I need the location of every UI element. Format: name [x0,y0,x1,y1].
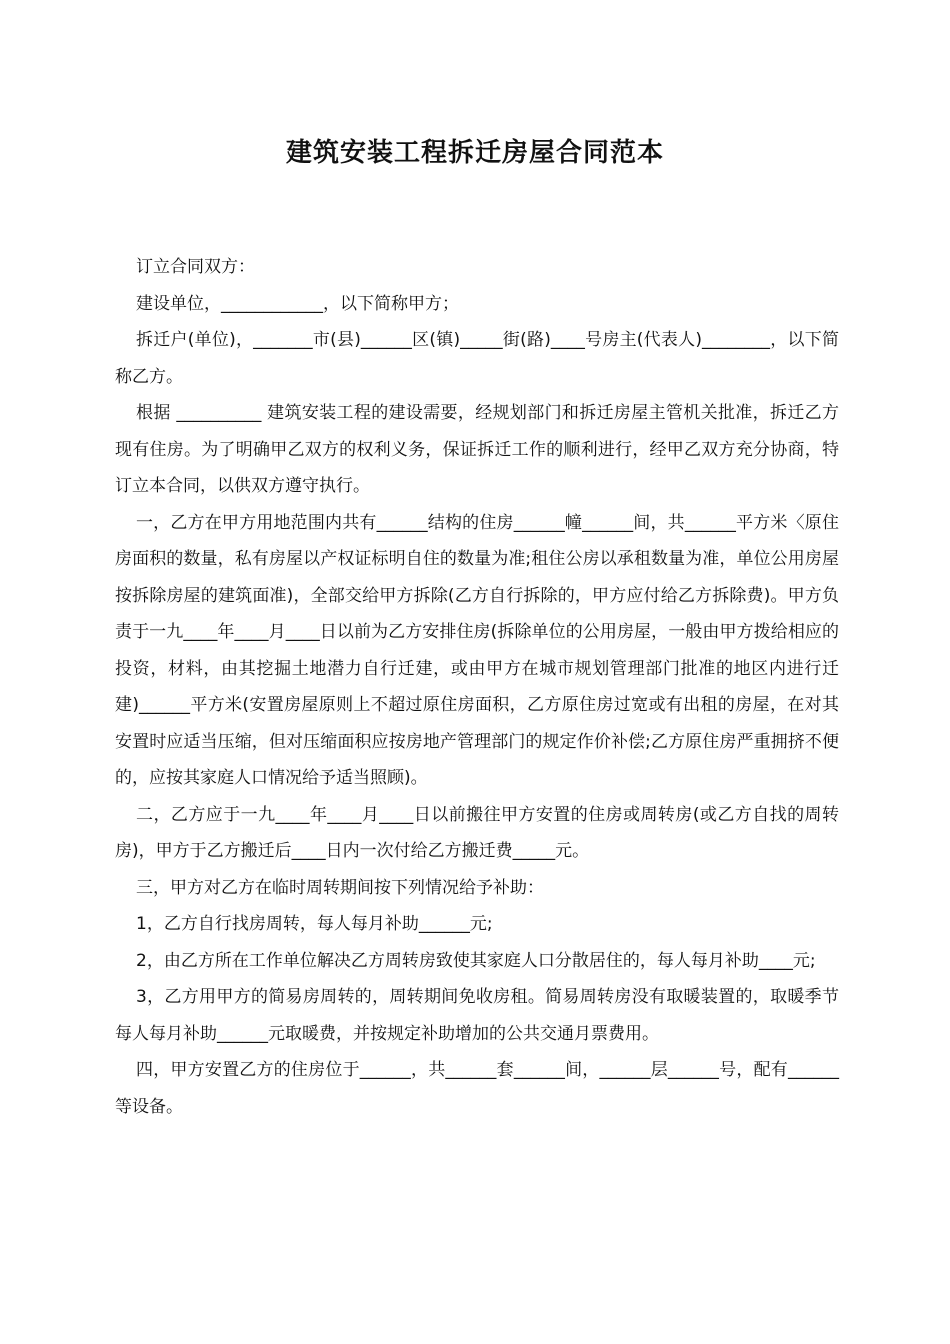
paragraph-clause-4: 四，甲方安置乙方的住房位于______，共______套______间，______层______号，配有______等设备。 [115,1060,839,1117]
paragraph-clause-1: 一，乙方在甲方用地范围内共有______结构的住房______幢______间，共______平方米〈原住房面积的数量，私有房屋以产权证标明自住的数量为准;租住公房以承租数量为准，单位公用房屋按拆除房屋的建筑面准)，全部交给甲方拆除(乙方自行拆除的，甲方应付给乙方拆除费)。甲方负责于一九____年____月____日以前为乙方安排住房(拆除单位的公用房屋，一般由甲方拨给相应的投资，材料，由其挖掘土地潜力自行迁建，或由甲方在城市规划管理部门批准的地区内进行迁建)______平方米(安置房屋原则上不超过原住房面积，乙方原住房过宽或有出租的房屋，在对其安置时应适当压缩，但对压缩面积应按房地产管理部门的规定作价补偿;乙方原住房严重拥挤不便的，应按其家庭人口情况给予适当照顾)。 [115,512,839,788]
paragraph-party-a: 建设单位，____________，以下简称甲方； [136,293,459,314]
paragraph-clause-3-item-2: 2，由乙方所在工作单位解决乙方周转房致使其家庭人口分散居住的，每人每月补助____元; [136,950,816,971]
paragraph-clause-3-item-3: 3，乙方用甲方的简易房周转的，周转期间免收房租。简易周转房没有取暖装置的，取暖季节每人每月补助______元取暖费，并按规定补助增加的公共交通月票费用。 [115,987,839,1044]
paragraph-clause-2: 二，乙方应于一九____年____月____日以前搬往甲方安置的住房或周转房(或乙方自找的周转房)，甲方于乙方搬迁后____日内一次付给乙方搬迁费_____元。 [115,804,839,861]
paragraph-parties-intro: 订立合同双方： [136,257,255,277]
paragraph-clause-3-item-1: 1，乙方自行找房周转，每人每月补助______元; [136,914,493,934]
paragraph-preamble: 根据 __________ 建筑安装工程的建设需要，经规划部门和拆迁房屋主管机关批准，拆迁乙方现有住房。为了明确甲乙双方的权利义务，保证拆迁工作的顺利进行，经甲乙双方充分协商，特订立本合同，以供双方遵守执行。 [115,403,839,496]
paragraph-clause-3: 三，甲方对乙方在临时周转期间按下列情况给予补助： [136,877,544,898]
document-title: 建筑安装工程拆迁房屋合同范本 [285,138,664,168]
document-body [115,249,839,1125]
paragraph-party-b: 拆迁户(单位)，_______市(县)______区(镇)_____街(路)____号房主(代表人)________，以下简称乙方。 [115,330,839,387]
